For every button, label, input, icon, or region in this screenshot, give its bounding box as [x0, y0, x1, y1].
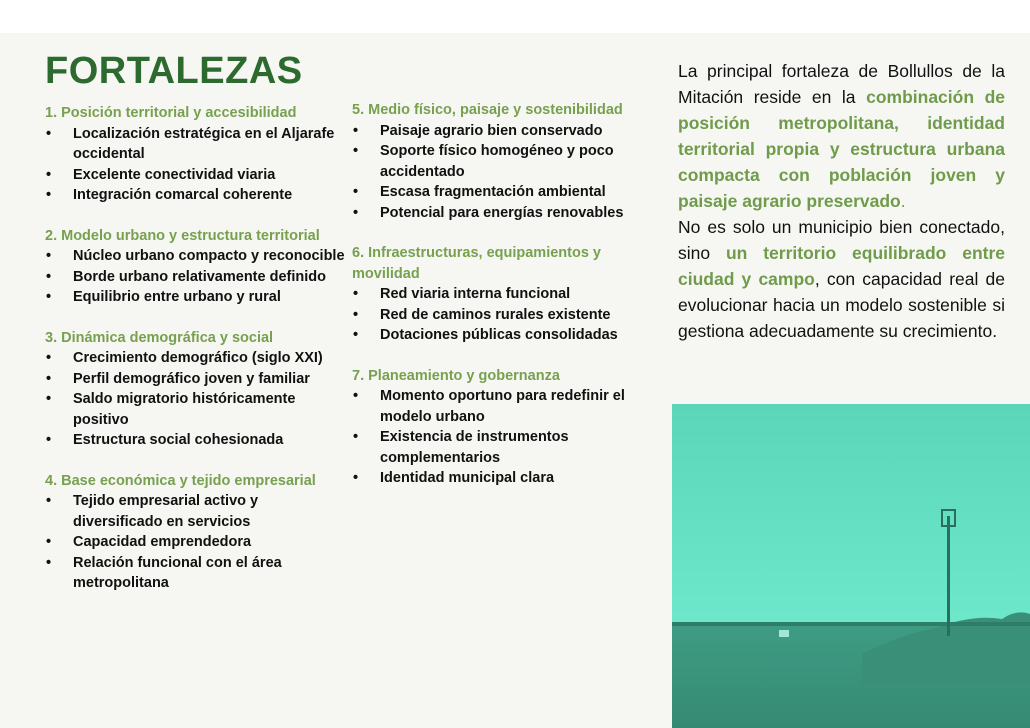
landscape-photo: [672, 404, 1030, 728]
list-item-text: Tejido empresarial activo y diversificado en servicios: [73, 493, 259, 530]
bullet-icon: •: [46, 289, 52, 305]
summary-paragraph-1: [678, 58, 1005, 214]
strength-list: [45, 491, 345, 594]
list-item: [45, 430, 345, 451]
list-item-text: Estructura social cohesionada: [73, 432, 284, 448]
bullet-icon: •: [353, 286, 359, 302]
list-item: [45, 369, 345, 390]
list-item-text: Paisaje agrario bien conservado: [380, 122, 603, 139]
bullet-icon: •: [353, 122, 359, 139]
strength-section: [352, 366, 652, 489]
list-item-text: Capacidad emprendedora: [73, 534, 252, 550]
bullet-icon: •: [46, 248, 52, 264]
bullet-icon: •: [46, 268, 52, 285]
bullet-icon: •: [46, 534, 52, 550]
list-item-text: Equilibrio entre urbano y rural: [73, 289, 281, 305]
list-item: [352, 121, 652, 142]
summary-paragraph-2: [678, 214, 1005, 344]
bullet-icon: •: [46, 391, 52, 407]
list-item: [45, 185, 345, 206]
list-item: [45, 246, 345, 267]
bullet-icon: •: [46, 554, 52, 571]
bullet-icon: •: [46, 432, 52, 448]
strength-section: [352, 100, 652, 223]
list-item: [45, 553, 345, 594]
summary-highlight: combinación de posición metropolitana, identidad territorial propia y estructura urbana compacta con población joven y paisaje agrario preservado: [678, 87, 1005, 211]
strength-list: [45, 124, 345, 206]
horizon: [672, 622, 1030, 626]
list-item-text: Identidad municipal clara: [380, 470, 555, 486]
list-item-text: Excelente conectividad viaria: [73, 166, 276, 183]
bullet-icon: •: [46, 166, 52, 183]
list-item: [45, 532, 345, 553]
list-item-text: Soporte físico homogéneo y poco accidentado: [380, 143, 614, 180]
bullet-icon: •: [46, 350, 52, 366]
section-heading: 1. Posición territorial y accesibilidad: [45, 105, 297, 121]
list-item: [45, 389, 345, 430]
bullet-icon: •: [353, 204, 359, 221]
list-item-text: Existencia de instrumentos complementarios: [380, 429, 569, 466]
list-item-text: Red de caminos rurales existente: [380, 306, 611, 323]
strength-section: [45, 328, 345, 451]
strength-list: [352, 386, 652, 489]
list-item: [352, 141, 652, 182]
list-item: [45, 287, 345, 308]
list-item-text: Núcleo urbano compacto y reconocible: [73, 248, 345, 264]
bullet-icon: •: [46, 493, 52, 509]
strengths-column-left: [45, 103, 345, 614]
building: [779, 630, 789, 637]
list-item-text: Momento oportuno para redefinir el modelo urbano: [380, 388, 625, 425]
page-title: FORTALEZAS: [45, 50, 303, 92]
list-item-text: Perfil demográfico joven y familiar: [73, 370, 310, 387]
list-item-text: Red viaria interna funcional: [380, 286, 571, 302]
list-item-text: Potencial para energías renovables: [380, 204, 624, 221]
list-item: [45, 124, 345, 165]
list-item-text: Escasa fragmentación ambiental: [380, 184, 606, 200]
bullet-icon: •: [353, 306, 359, 323]
section-heading: 7. Planeamiento y gobernanza: [352, 367, 560, 384]
section-heading: 2. Modelo urbano y estructura territorial: [45, 227, 320, 244]
list-item: [352, 386, 652, 427]
list-item: [45, 348, 345, 369]
bullet-icon: •: [353, 470, 359, 486]
strength-list: [352, 284, 652, 346]
summary-text-plain: No es solo un municipio bien conectado, sino: [678, 217, 1005, 263]
bullet-icon: •: [46, 125, 52, 142]
list-item: [352, 284, 652, 305]
list-item-text: Integración comarcal coherente: [73, 187, 293, 203]
summary-period: .: [900, 191, 906, 211]
list-item-text: Crecimiento demográfico (siglo XXI): [73, 350, 323, 366]
summary-text-plain: La principal fortaleza de Bollullos de la Mitación reside en la: [678, 61, 1005, 107]
bullet-icon: •: [353, 143, 359, 159]
list-item-text: Localización estratégica en el Aljarafe occidental: [73, 125, 335, 162]
strength-section: [352, 243, 652, 346]
summary-text-plain: , con capacidad real de evolucionar hacia un modelo sostenible si gestiona adecuadamente su crecimiento.: [678, 269, 1005, 341]
list-item-text: Borde urbano relativamente definido: [73, 268, 326, 285]
bullet-icon: •: [46, 370, 52, 387]
strengths-column-right: [352, 100, 652, 509]
summary-text: [678, 58, 1005, 344]
section-heading: 4. Base económica y tejido empresarial: [45, 472, 316, 489]
list-item: [45, 491, 345, 532]
bullet-icon: •: [353, 429, 359, 445]
strength-section: [45, 226, 345, 308]
list-item: [352, 203, 652, 224]
bullet-icon: •: [46, 187, 52, 203]
strength-list: [352, 121, 652, 224]
list-item: [352, 305, 652, 326]
list-item: [352, 468, 652, 489]
section-heading: 3. Dinámica demográfica y social: [45, 329, 274, 346]
strength-section: [45, 103, 345, 206]
summary-highlight: un territorio equilibrado entre ciudad y campo: [678, 243, 1005, 289]
list-item-text: Dotaciones públicas consolidadas: [380, 327, 618, 343]
strength-list: [45, 348, 345, 451]
section-heading: 6. Infraestructuras, equipamientos y movilidad: [352, 245, 601, 282]
list-item: [352, 427, 652, 468]
list-item-text: Relación funcional con el área metropolitana: [73, 554, 282, 591]
list-item: [45, 165, 345, 186]
bullet-icon: •: [353, 388, 359, 404]
strength-section: [45, 471, 345, 594]
list-item: [352, 182, 652, 203]
list-item-text: Saldo migratorio históricamente positivo: [73, 391, 296, 428]
section-heading: 5. Medio físico, paisaje y sostenibilidad: [352, 102, 623, 118]
list-item: [45, 267, 345, 288]
bullet-icon: •: [353, 184, 359, 200]
bullet-icon: •: [353, 327, 359, 343]
list-item: [352, 325, 652, 346]
strength-list: [45, 246, 345, 308]
